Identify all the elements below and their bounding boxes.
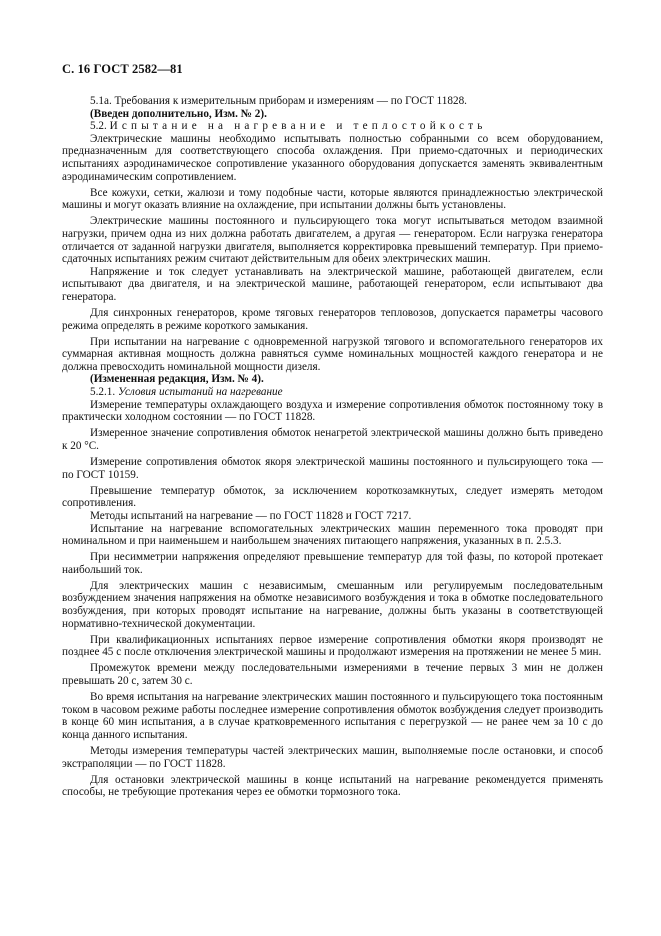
section-heading <box>62 120 603 133</box>
paragraph: Методы измерения температуры частей электрических машин, выполняемые после остановки, и способ экстраполяции — по ГОСТ 11828. <box>62 745 603 770</box>
section-number: 5.2. <box>90 120 110 133</box>
page-header: С. 16 ГОСТ 2582—81 <box>62 62 183 76</box>
paragraph: Электрические машины постоянного и пульсирующего тока могут испытываться методом взаимной нагрузки, причем одна из них должна работать двигателем, а другая — генератором. Если нагрузка генератора отличается от заданной нагрузки двигателя, выполняется корректировка превышений температур. При приемо-сдаточных испытаниях режим считают действительным для обеих электрических машин. <box>62 215 603 266</box>
paragraph: Для остановки электрической машины в конце испытаний на нагревание рекомендуется применять способы, не требующие протекания через ее обмотки тормозного тока. <box>62 773 603 799</box>
paragraph: Превышение температур обмоток, за исключением короткозамкнутых, следует измерять методом сопротивления. <box>62 484 603 510</box>
subsection-title: Условия испытаний на нагревание <box>117 386 283 399</box>
section-title: Испытание на нагревание и теплостойкость <box>109 120 487 133</box>
paragraph: Методы испытаний на нагревание — по ГОСТ 11828 и ГОСТ 7217. <box>90 509 412 522</box>
paragraph: Все кожухи, сетки, жалюзи и тому подобные части, которые являются принадлежностью электрической машины и могут оказать влияние на охлаждение, при испытании должны быть установлены. <box>62 186 603 212</box>
paragraph: Для электрических машин с независимым, смешанным или регулируемым последовательным возбуждением значения напряжения на обмотке независимого возбуждения и тока в обмотке последовательного возбуждения, при которых проводят испытание на нагревание, должны быть указаны в соответствующей нормативно-технической документации. <box>62 579 603 630</box>
paragraph: Для синхронных генераторов, кроме тяговых генераторов тепловозов, допускается параметры часового режима определять в режиме короткого замыкания. <box>62 307 603 332</box>
paragraph: Промежуток времени между последовательными измерениями в течение первых 3 мин не должен превышать 20 с, затем 30 с. <box>62 662 603 688</box>
paragraph: Измерение температуры охлаждающего воздуха и измерение сопротивления обмоток постоянному току в практически холодном состоянии — по ГОСТ 11828. <box>62 398 603 424</box>
paragraph: При испытании на нагревание с одновременной нагрузкой тягового и вспомогательного генераторов их суммарная активная мощность должна равняться сумме номинальных мощностей каждого генератора и не должна превосходить номинальной мощности дизеля. <box>62 335 603 373</box>
subsection-heading <box>62 386 603 399</box>
paragraph: 5.1а. Требования к измерительным приборам и измерениям — по ГОСТ 11828. <box>90 95 467 107</box>
subsection-number: 5.2.1. <box>90 386 118 399</box>
paragraph: Электрические машины необходимо испытывать полностью собранными со всем оборудованием, предназначенным для соответствующего способа охлаждения. При приемо-сдаточных и периодических испытаниях аэродинамическое сопротивление указанного оборудования допускается заменять эквивалентным аэродинамическим сопротивлением. <box>62 132 603 183</box>
paragraph: Измеренное значение сопротивления обмоток ненагретой электрической машины должно быть приведено к 20 °С. <box>62 427 603 452</box>
amendment-note: (Введен дополнительно, Изм. № 2). <box>90 107 267 120</box>
amendment-note: (Измененная редакция, Изм. № 4). <box>90 373 264 386</box>
paragraph: Во время испытания на нагревание электрических машин постоянного и пульсирующего тока постоянным током в часовом режиме работы последнее измерение сопротивления обмоток возбуждения следует производить в конце 60 мин испытания, а в случае кратковременного испытания с перегрузкой — не ранее чем за 10 с до конца данного испытания. <box>62 691 603 741</box>
paragraph: Измерение сопротивления обмоток якоря электрической машины постоянного и пульсирующего тока — по ГОСТ 10159. <box>62 456 603 481</box>
paragraph: Напряжение и ток следует устанавливать на электрической машине, работающей двигателем, если испытывают два двигателя, и на электрической машине, работающей генератором, если испытывают два генератора. <box>62 265 603 303</box>
document-body <box>62 95 603 799</box>
paragraph: При несимметрии напряжения определяют превышение температур для той фазы, по которой протекает наибольший ток. <box>62 551 603 576</box>
paragraph: При квалификационных испытаниях первое измерение сопротивления обмотки якоря производят не позднее 45 с после отключения электрической машины и продолжают измерения на протяжении не менее 5 мин. <box>62 633 603 659</box>
paragraph: Испытание на нагревание вспомогательных электрических машин переменного тока проводят при номинальном и при наименьшем и наибольшем значениях питающего напряжения, указанных в п. 2.5.3. <box>62 522 603 548</box>
